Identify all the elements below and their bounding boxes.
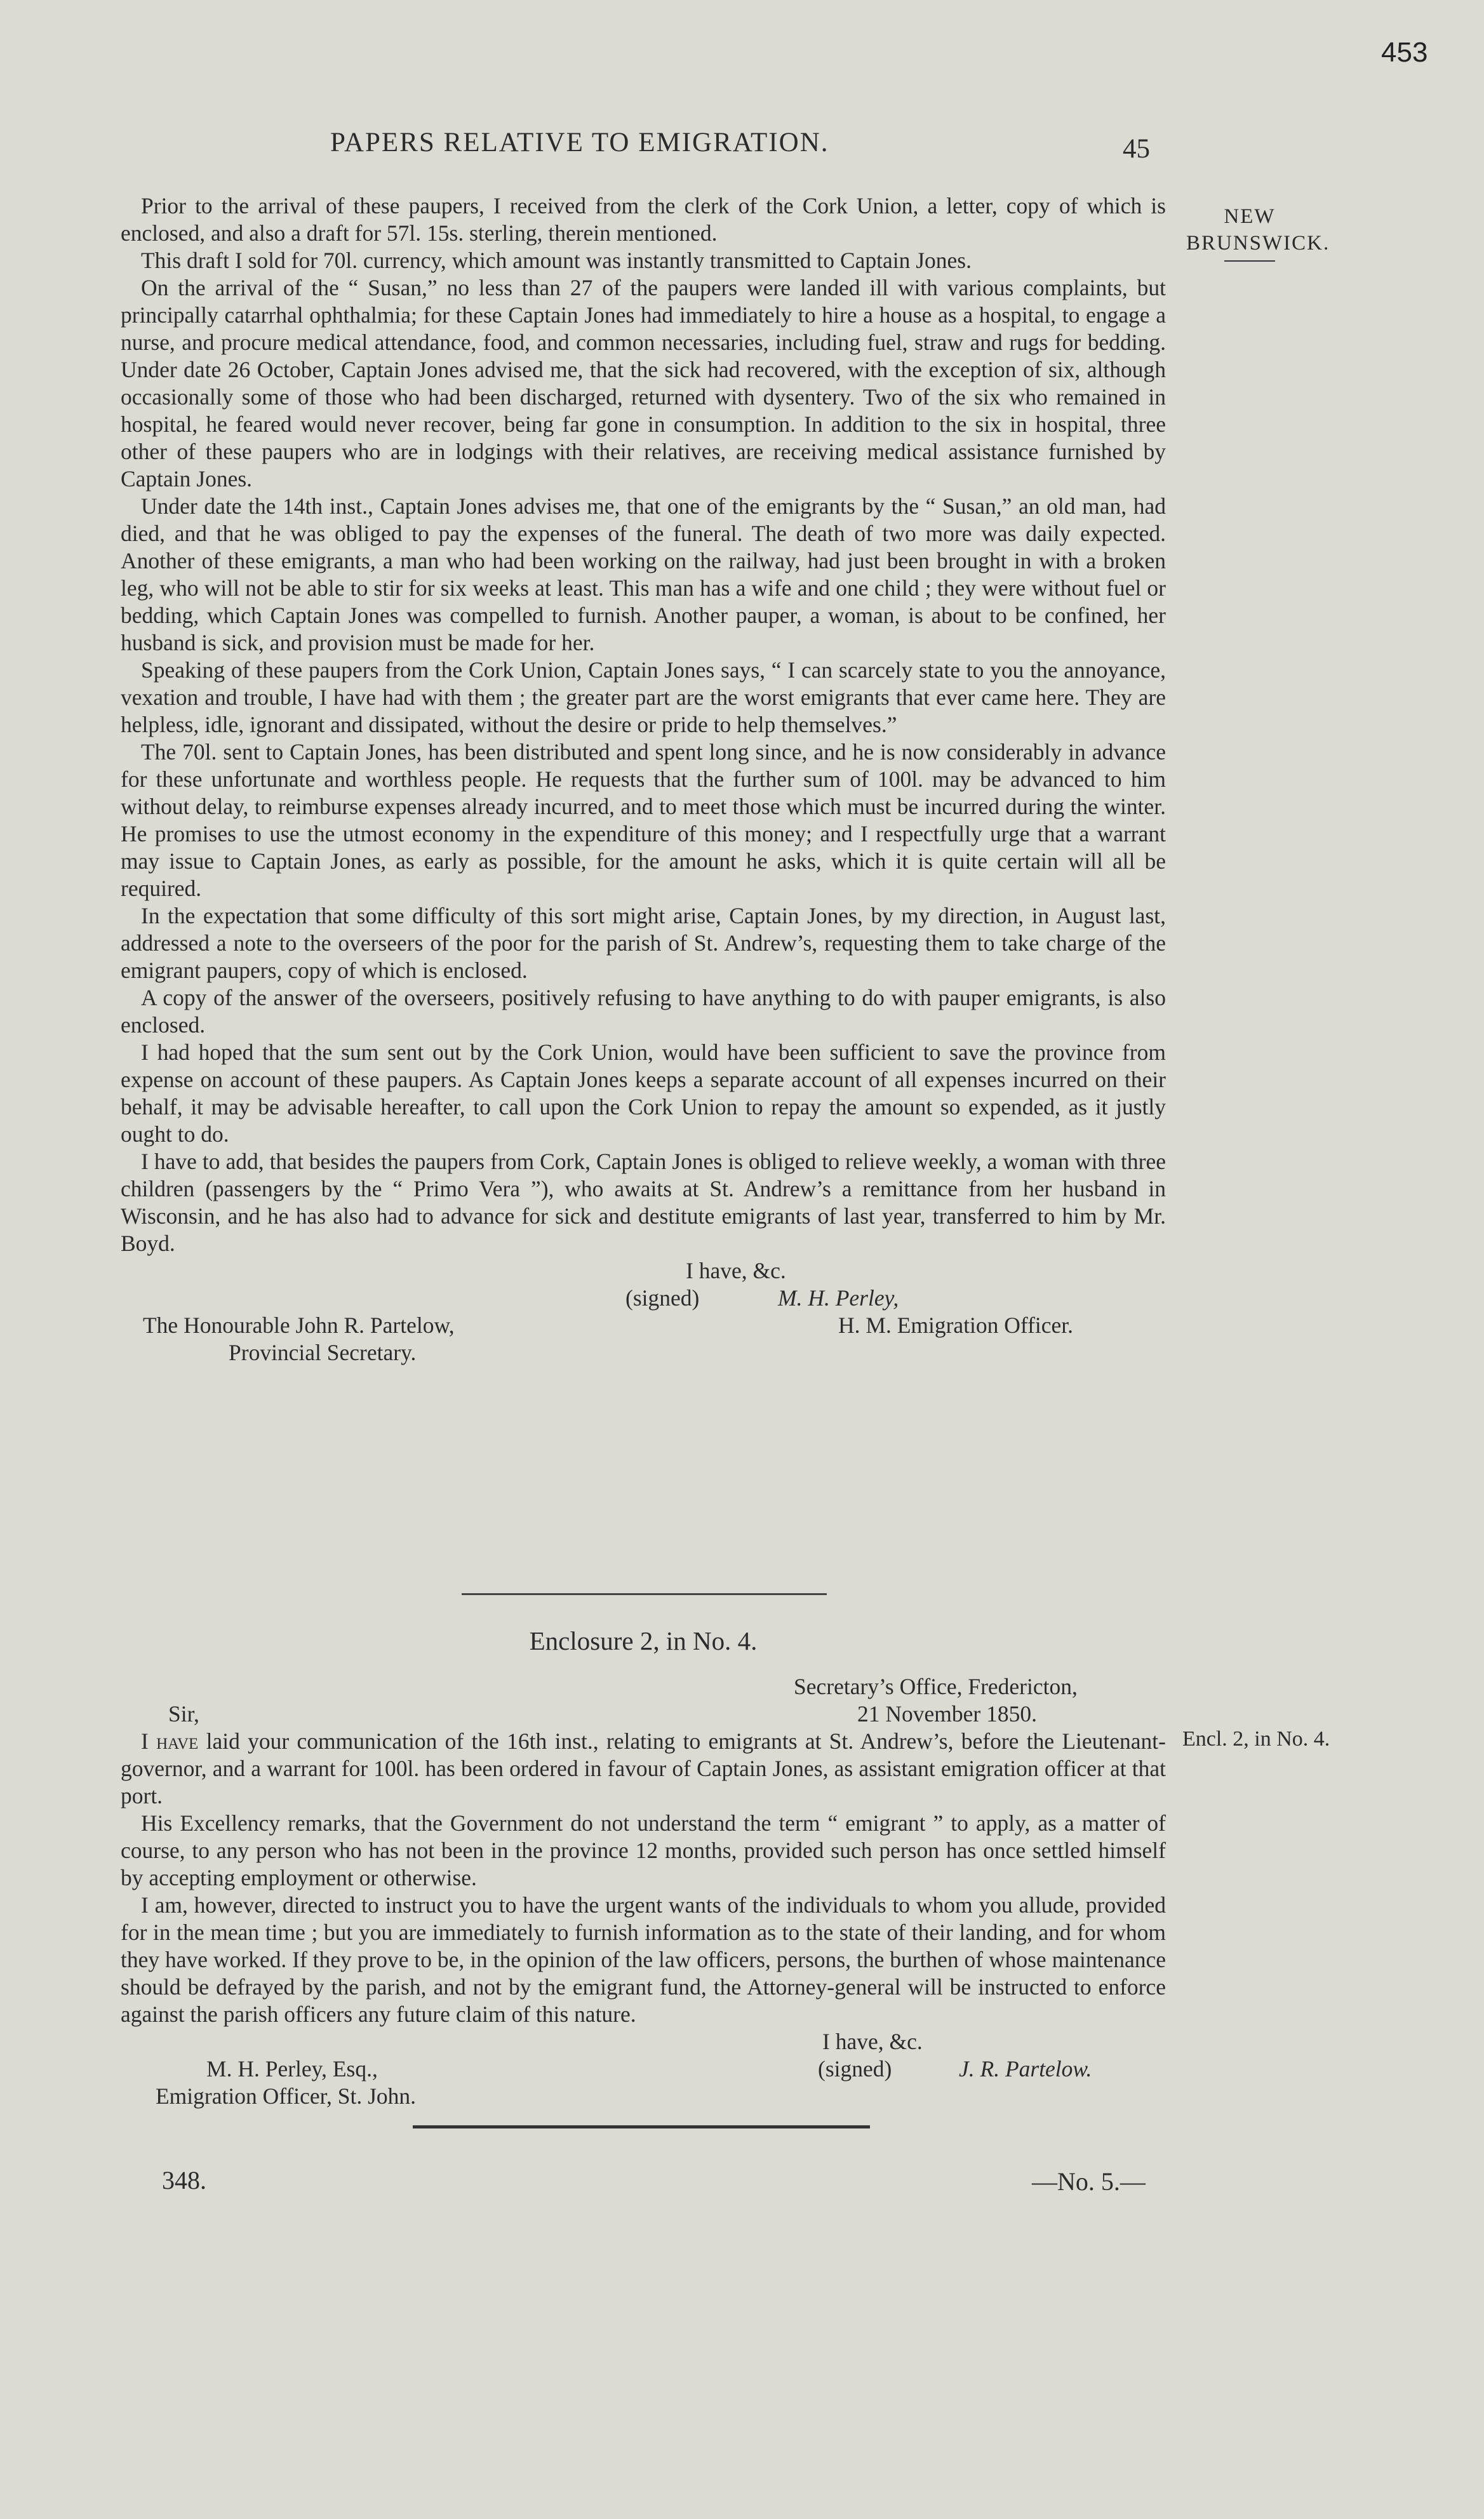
- paragraph: His Excellency remarks, that the Government do not understand the term “ emigrant ” to apply, as a matter of course, to any person who has not been in the province 12 months, provided such person has once settled himself by accepting employment or otherwise.: [121, 1810, 1166, 1890]
- signature: J. R. Partelow.: [959, 2056, 1092, 2081]
- paragraph: Speaking of these paupers from the Cork Union, Captain Jones says, “ I can scarcely state to you the annoyance, vexation and trouble, I have had with them ; the greater part are the worst emigrants that ever came here. They are helpless, idle, ignorant and dissipated, without the desire or pride to help themselves.”: [121, 657, 1166, 737]
- signature: M. H. Perley,: [778, 1285, 899, 1311]
- signed-label: (signed): [625, 1285, 700, 1311]
- first-word: I have: [141, 1728, 199, 1754]
- margin-note-line-1: NEW: [1224, 205, 1276, 228]
- folio-number: 45: [1123, 134, 1150, 164]
- paragraph: A copy of the answer of the overseers, positively refusing to have anything to do with pauper emigrants, is also enclosed.: [121, 985, 1166, 1038]
- signature-block: [121, 1257, 1166, 1366]
- signed-label: (signed): [818, 2056, 892, 2081]
- letter-heading: [121, 1673, 1166, 1728]
- margin-rule: [1224, 260, 1275, 262]
- office-address: Secretary’s Office, Fredericton,: [794, 1674, 1078, 1699]
- margin-note-new-brunswick: [1186, 203, 1330, 262]
- enclosure-heading: Enclosure 2, in No. 4.: [529, 1626, 758, 1655]
- footer-catchword: —No. 5.—: [1032, 2167, 1146, 2196]
- addressee-name: M. H. Perley, Esq.,: [206, 2056, 378, 2081]
- addressee-title: Emigration Officer, St. John.: [156, 2083, 417, 2109]
- letter-body: [121, 192, 1166, 1366]
- margin-note-enclosure: Encl. 2, in No. 4.: [1182, 1727, 1330, 1751]
- closing-rule: [413, 2125, 870, 2128]
- paragraph: I am, however, directed to instruct you to have the urgent wants of the individuals to whom you allude, provided for in the mean time ; but you are immediately to furnish information as to the state of their landing, and for whom they have worked. If they prove to be, in the opinion of the law officers, persons, the burthen of whose maintenance should be defrayed by the parish, and not by the emigrant fund, the Attorney-general will be instructed to enforce against the parish officers any future claim of this nature.: [121, 1892, 1166, 2027]
- section-divider: [462, 1593, 827, 1595]
- signer-title: H. M. Emigration Officer.: [838, 1313, 1074, 1338]
- paragraph: I had hoped that the sum sent out by the Cork Union, would have been sufficient to save the province from expense on account of these paupers. As Captain Jones keeps a separate account of all expenses incurred on their behalf, it may be advisable hereafter, to call upon the Cork Union to repay the amount so expended, as it justly ought to do.: [121, 1039, 1166, 1147]
- paragraph: Prior to the arrival of these paupers, I received from the clerk of the Cork Union, a letter, copy of which is enclosed, and also a draft for 57l. 15s. sterling, therein mentioned.: [121, 193, 1166, 246]
- page-number: 453: [1381, 37, 1428, 68]
- paragraph: [121, 1728, 1166, 1810]
- paragraph: On the arrival of the “ Susan,” no less than 27 of the paupers were landed ill with various complaints, but principally catarrhal ophthalmia; for these Captain Jones had immediately to hire a house as a hospital, to engage a nurse, and procure medical attendance, food, and common necessaries, including fuel, straw and rugs for bedding. Under date 26 October, Captain Jones advised me, that the sick had recovered, with the exception of six, although occasionally some of those who had been discharged, returned with dysentery. Two of the six who remained in hospital, he feared would never recover, being far gone in consumption. In addition to the six in hospital, three other of these paupers who are in lodgings with their relatives, are receiving medical assistance furnished by Captain Jones.: [121, 275, 1166, 491]
- closing: I have, &c.: [686, 1258, 786, 1283]
- paragraph: I have to add, that besides the paupers from Cork, Captain Jones is obliged to relieve weekly, a woman with three children (passengers by the “ Primo Vera ”), who awaits at St. Andrew’s a remittance from her husband in Wisconsin, and he has also had to advance for sick and destitute emigrants of last year, transferred to him by Mr. Boyd.: [121, 1149, 1166, 1256]
- paragraph: In the expectation that some difficulty of this sort might arise, Captain Jones, by my direction, in August last, addressed a note to the overseers of the poor for the parish of St. Andrew’s, requesting them to take charge of the emigrant paupers, copy of which is enclosed.: [121, 903, 1166, 983]
- closing: I have, &c.: [822, 2029, 923, 2054]
- paragraph: This draft I sold for 70l. currency, which amount was instantly transmitted to Captain Jones.: [141, 248, 972, 273]
- footer-signature-mark: 348.: [162, 2166, 206, 2195]
- addressee-name: The Honourable John R. Partelow,: [143, 1313, 455, 1338]
- signature-block: [121, 2028, 1166, 2137]
- enclosure-letter: [121, 1673, 1166, 2137]
- salutation: Sir,: [168, 1701, 199, 1727]
- paragraph: The 70l. sent to Captain Jones, has been distributed and spent long since, and he is now considerably in advance for these unfortunate and worthless people. He requests that the further sum of 100l. may be advanced to him without delay, to reimburse expenses already incurred, and to meet those which must be incurred during the winter. He promises to use the utmost economy in the expenditure of this money; and I respectfully urge that a warrant may issue to Captain Jones, as early as possible, for the amount he asks, which it is quite certain will all be required.: [121, 739, 1166, 901]
- addressee-title: Provincial Secretary.: [229, 1340, 417, 1365]
- paragraph-text: laid your communication of the 16th inst., relating to emigrants at St. Andrew’s, before the Lieutenant-governor, and a warrant for 100l. has been ordered in favour of Captain Jones, as assistant emigration officer at that port.: [121, 1728, 1166, 1808]
- letter-date: 21 November 1850.: [857, 1701, 1037, 1727]
- paragraph: Under date the 14th inst., Captain Jones advises me, that one of the emigrants by the “ Susan,” an old man, had died, and that he was obliged to pay the expenses of the funeral. The death of two more was daily expected. Another of these emigrants, a man who had been working on the railway, had just been brought in with a broken leg, who will not be able to stir for six weeks at least. This man has a wife and one child ; they were without fuel or bedding, which Captain Jones was compelled to furnish. Another pauper, a woman, is about to be confined, her husband is sick, and provision must be made for her.: [121, 493, 1166, 655]
- running-head: PAPERS RELATIVE TO EMIGRATION.: [330, 128, 829, 157]
- margin-note-line-2: BRUNSWICK.: [1186, 232, 1330, 255]
